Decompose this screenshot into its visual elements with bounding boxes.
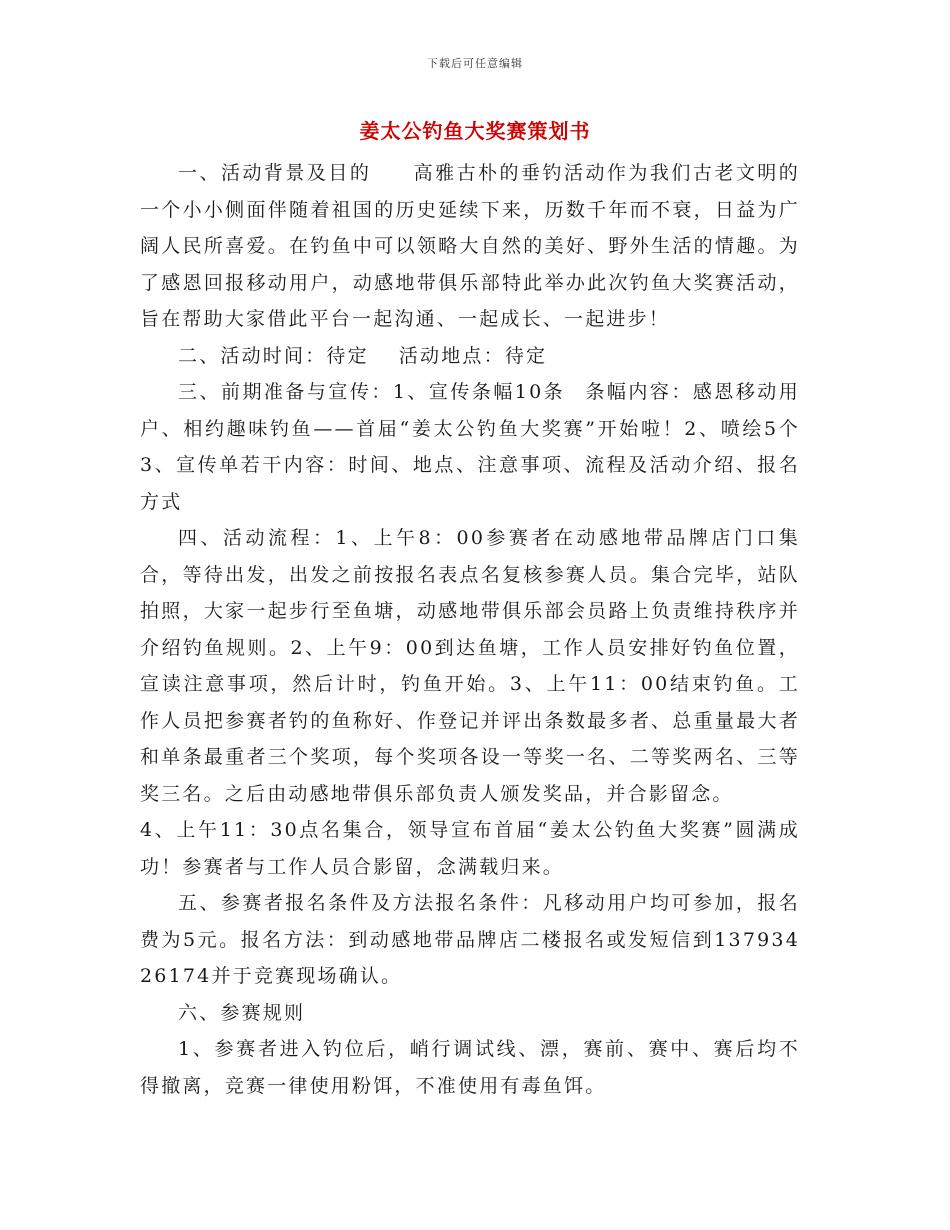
section-text-background: 高雅古朴的垂钓活动作为我们古老文明的一个小小侧面伴随着祖国的历史延续下来，历数千年而不衰，日益为广阔人民所喜爱。在钓鱼中可以领略大自然的美好、野外生活的情趣。为了感恩回报移动用户，动感地带俱乐部特此举办此次钓鱼大奖赛活动，旨在帮助大家借此平台一起沟通、一起成长、一起进步！ <box>140 162 800 330</box>
activity-place: 活动地点：待定 <box>398 344 548 367</box>
preparation-part1: 三、前期准备与宣传：1、宣传条幅10条 <box>178 381 566 403</box>
paragraph-background <box>140 155 800 338</box>
paragraph-process-4 <box>140 812 800 885</box>
header-note: 下载后可任意编辑 <box>427 57 523 70</box>
registration-text: 五、参赛者报名条件及方法报名条件：凡移动用户均可参加，报名费为5元。报名方法：到动感地带品牌店二楼报名或发短信到13793426174并于竞赛现场确认。 <box>140 892 800 987</box>
section-heading-background: 一、活动背景及目的 <box>178 162 372 184</box>
paragraph-rules-heading <box>140 995 800 1032</box>
paragraph-preparation <box>140 374 800 520</box>
paragraph-rule-1 <box>140 1031 800 1104</box>
activity-time: 二、活动时间：待定 <box>178 344 369 367</box>
rule-1-text: 1、参赛者进入钓位后，峭行调试线、漂，赛前、赛中、赛后均不得撤离，竞赛一律使用粉饵，不准使用有毒鱼饵。 <box>140 1038 800 1097</box>
preparation-part2: 条幅内容：感恩移动用户、相约趣味钓鱼——首届“姜太公钓鱼大奖赛”开始啦！2、喷绘5个3、宣传单若干内容：时间、地点、注意事项、流程及活动介绍、报名方式 <box>140 381 800 513</box>
rules-heading: 六、参赛规则 <box>178 1001 306 1024</box>
document-body <box>140 155 800 1104</box>
process-text: 四、活动流程：1、上午8：00参赛者在动感地带品牌店门口集合，等待出发，出发之前按报名表点名复核参赛人员。集合完毕，站队拍照，大家一起步行至鱼塘，动感地带俱乐部会员路上负责维持秩序并介绍钓鱼规则。2、上午9：00到达鱼塘，工作人员安排好钓鱼位置，宣读注意事项，然后计时，钓鱼开始。3、上午11：00结束钓鱼。工作人员把参赛者钓的鱼称好、作登记并评出条数最多者、总重量最大者和单条最重者三个奖项，每个奖项各设一等奖一名、二等奖两名、三等奖三名。之后由动感地带俱乐部负责人颁发奖品，并合影留念。 <box>140 527 800 805</box>
paragraph-process <box>140 520 800 812</box>
process-text-4: 4、上午11：30点名集合，领导宣布首届“姜太公钓鱼大奖赛”圆满成功！参赛者与工作人员合影留，念满载归来。 <box>140 819 800 878</box>
paragraph-time-place <box>140 338 800 375</box>
paragraph-registration <box>140 885 800 995</box>
document-title: 姜太公钓鱼大奖赛策划书 <box>359 119 591 143</box>
